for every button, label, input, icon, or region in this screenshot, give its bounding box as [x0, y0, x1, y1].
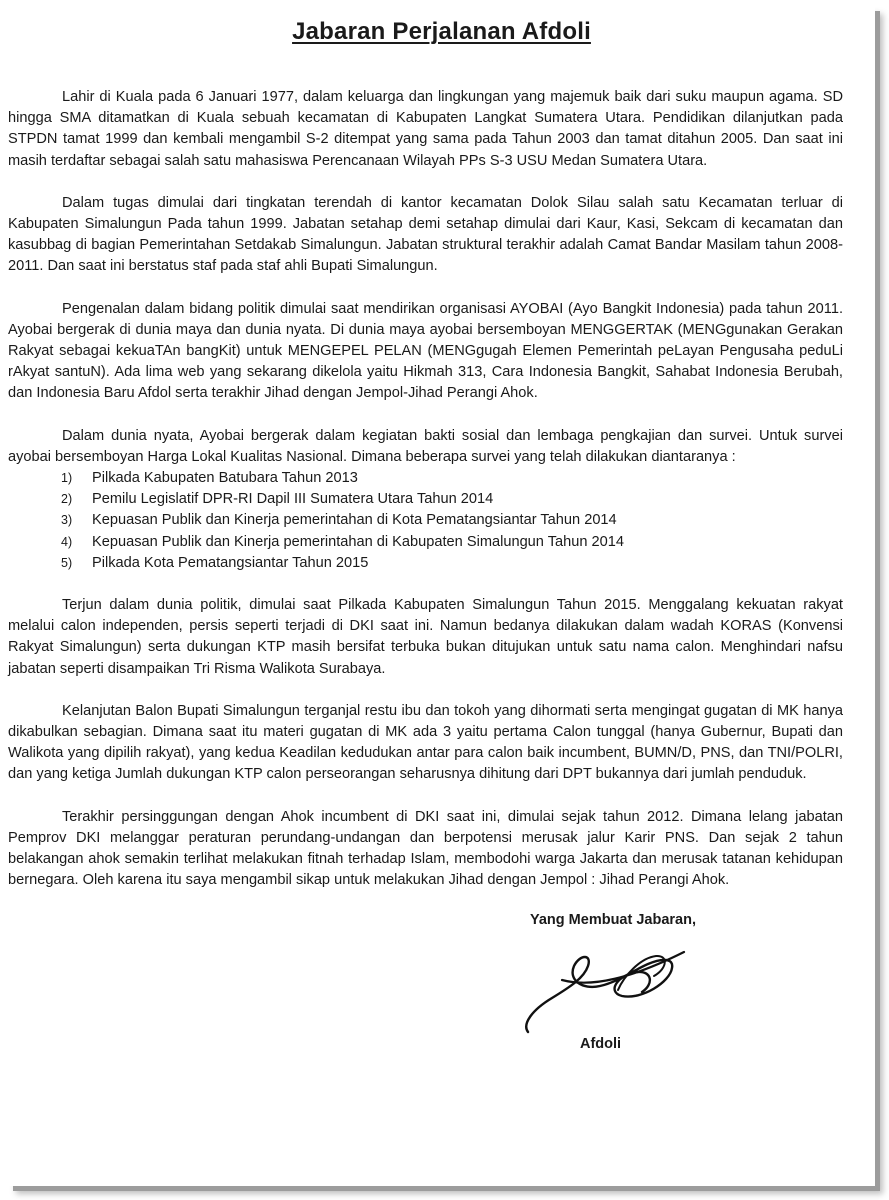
list-item-number: 3) [61, 513, 73, 528]
paragraph-election: Terjun dalam dunia politik, dimulai saat Pilkada Kabupaten Simalungun Tahun 2015. Menggalang kekuatan rakyat melalui calon independen, persis seperti terjadi di DKI saat ini. Namun bedanya dilakukan dalam wadah KORAS (Konvensi Rakyat Simalungun) serta dukungan KTP masih bersifat terbuka bukan ditujukan untuk satu nama calon. Menghindari nafsu jabatan seperti disampaikan Tri Risma Walikota Surabaya. [8, 597, 843, 677]
signature-block [498, 912, 748, 1062]
list-item [8, 468, 843, 489]
list-item-text: Kepuasan Publik dan Kinerja pemerintahan di Kota Pematangsiantar Tahun 2014 [92, 512, 617, 529]
document-title: Jabaran Perjalanan Afdoli [292, 18, 591, 45]
survey-list [8, 468, 843, 574]
list-item [8, 532, 843, 553]
list-item-number: 1) [61, 471, 73, 486]
paragraph-politics-intro: Pengenalan dalam bidang politik dimulai saat mendirikan organisasi AYOBAI (Ayo Bangkit Indonesia) pada tahun 2011. Ayobai bergerak di dunia maya dan dunia nyata. Di dunia maya ayobai bersemboyan MENGGERTAK (MENGgunakan Gerakan Rakyat sebagai kekuaTAn bangKit) untuk MENGEPEL PELAN (MENGgugah Elemen Pemerintah peLayan Pengusaha peduLi rAkyat santuN). Ada lima web yang sekarang dikelola yaitu Hikmah 313, Cara Indonesia Bangkit, Sahabat Indonesia Berubah, dan Indonesia Baru Afdol serta terakhir Jihad dengan Jempol-Jihad Perangi Ahok. [8, 300, 843, 402]
list-item-number: 4) [61, 534, 73, 549]
document-body [8, 87, 843, 913]
list-item [8, 553, 843, 574]
paragraph-conclusion: Terakhir persinggungan dengan Ahok incumbent di DKI saat ini, dimulai sejak tahun 2012. Dimana lelang jabatan Pemprov DKI melanggar peraturan perundang-undangan dan berpotensi merusak jalur Karir PNS. Dan sejak 2 tahun belakangan ahok semakin terlihat melakukan fitnah terhadap Islam, membodohi warga Jakarta dan merusak tatanan kehidupan bernegara. Oleh karena itu saya mengambil sikap untuk melakukan Jihad dengan Jempol : Jihad Perangi Ahok. [8, 808, 843, 889]
signature-heading: Yang Membuat Jabaran, [530, 912, 696, 928]
list-item-text: Pilkada Kabupaten Batubara Tahun 2013 [92, 470, 358, 487]
list-item [8, 489, 843, 510]
list-item [8, 510, 843, 531]
paragraph-biography: Lahir di Kuala pada 6 Januari 1977, dalam keluarga dan lingkungan yang majemuk baik dari suku maupun agama. SD hingga SMA ditamatkan di Kuala sebuah kecamatan di Kabupaten Langkat Sumatera Utara. Pendidikan dilanjutkan pada STPDN tamat 1999 dan kembali mengambil S-2 ditempat yang sama pada Tahun 2003 dan tamat ditahun 2005. Dan saat ini masih terdaftar sebagai salah satu mahasiswa Perencanaan Wilayah PPs S-3 USU Medan Sumatera Utara. [8, 89, 843, 169]
list-item-number: 5) [61, 555, 73, 570]
document-page [8, 6, 875, 1186]
signature-name: Afdoli [580, 1036, 622, 1052]
paragraph-career: Dalam tugas dimulai dari tingkatan terendah di kantor kecamatan Dolok Silau salah satu Kecamatan terluar di Kabupaten Simalungun Pada tahun 1999. Jabatan setahap demi setahap dimulai dari Kaur, Kasi, Sekcam di kecamatan dan kasubbag di bagian Pemerintahan Setdakab Simalungun. Jabatan struktural terakhir adalah Camat Bandar Masilam tahun 2008-2011. Dan saat ini berstatus staf pada staf ahli Bupati Simalungun. [8, 194, 843, 275]
list-item-text: Kepuasan Publik dan Kinerja pemerintahan di Kabupaten Simalungun Tahun 2014 [92, 533, 624, 550]
list-item-text: Pemilu Legislatif DPR-RI Dapil III Sumatera Utara Tahun 2014 [92, 491, 494, 508]
handwritten-signature [522, 940, 687, 1040]
paragraph-court-case: Kelanjutan Balon Bupati Simalungun terganjal restu ibu dan tokoh yang dihormati serta mengingat gugatan di MK hanya dikabulkan sebagian. Dimana saat itu materi gugatan di MK ada 3 yaitu pertama Calon tunggal (hanya Gubernur, Bupati dan Walikota yang dipilih rakyat), yang kedua Keadilan kedudukan antar para calon baik incumbent, BUMN/D, PNS, dan TNI/POLRI, dan yang ketiga Jumlah dukungan KTP calon perseorangan seharusnya dihitung dari DPT bukannya dari jumlah penduduk. [8, 702, 843, 783]
list-item-text: Pilkada Kota Pematangsiantar Tahun 2015 [92, 554, 369, 571]
paragraph-survey-intro: Dalam dunia nyata, Ayobai bergerak dalam kegiatan bakti sosial dan lembaga pengkajian dan survei. Untuk survei ayobai bersemboyan Harga Lokal Kualitas Nasional. Dimana beberapa survei yang telah dilakukan diantaranya : [8, 427, 843, 465]
list-item-number: 2) [61, 492, 73, 507]
